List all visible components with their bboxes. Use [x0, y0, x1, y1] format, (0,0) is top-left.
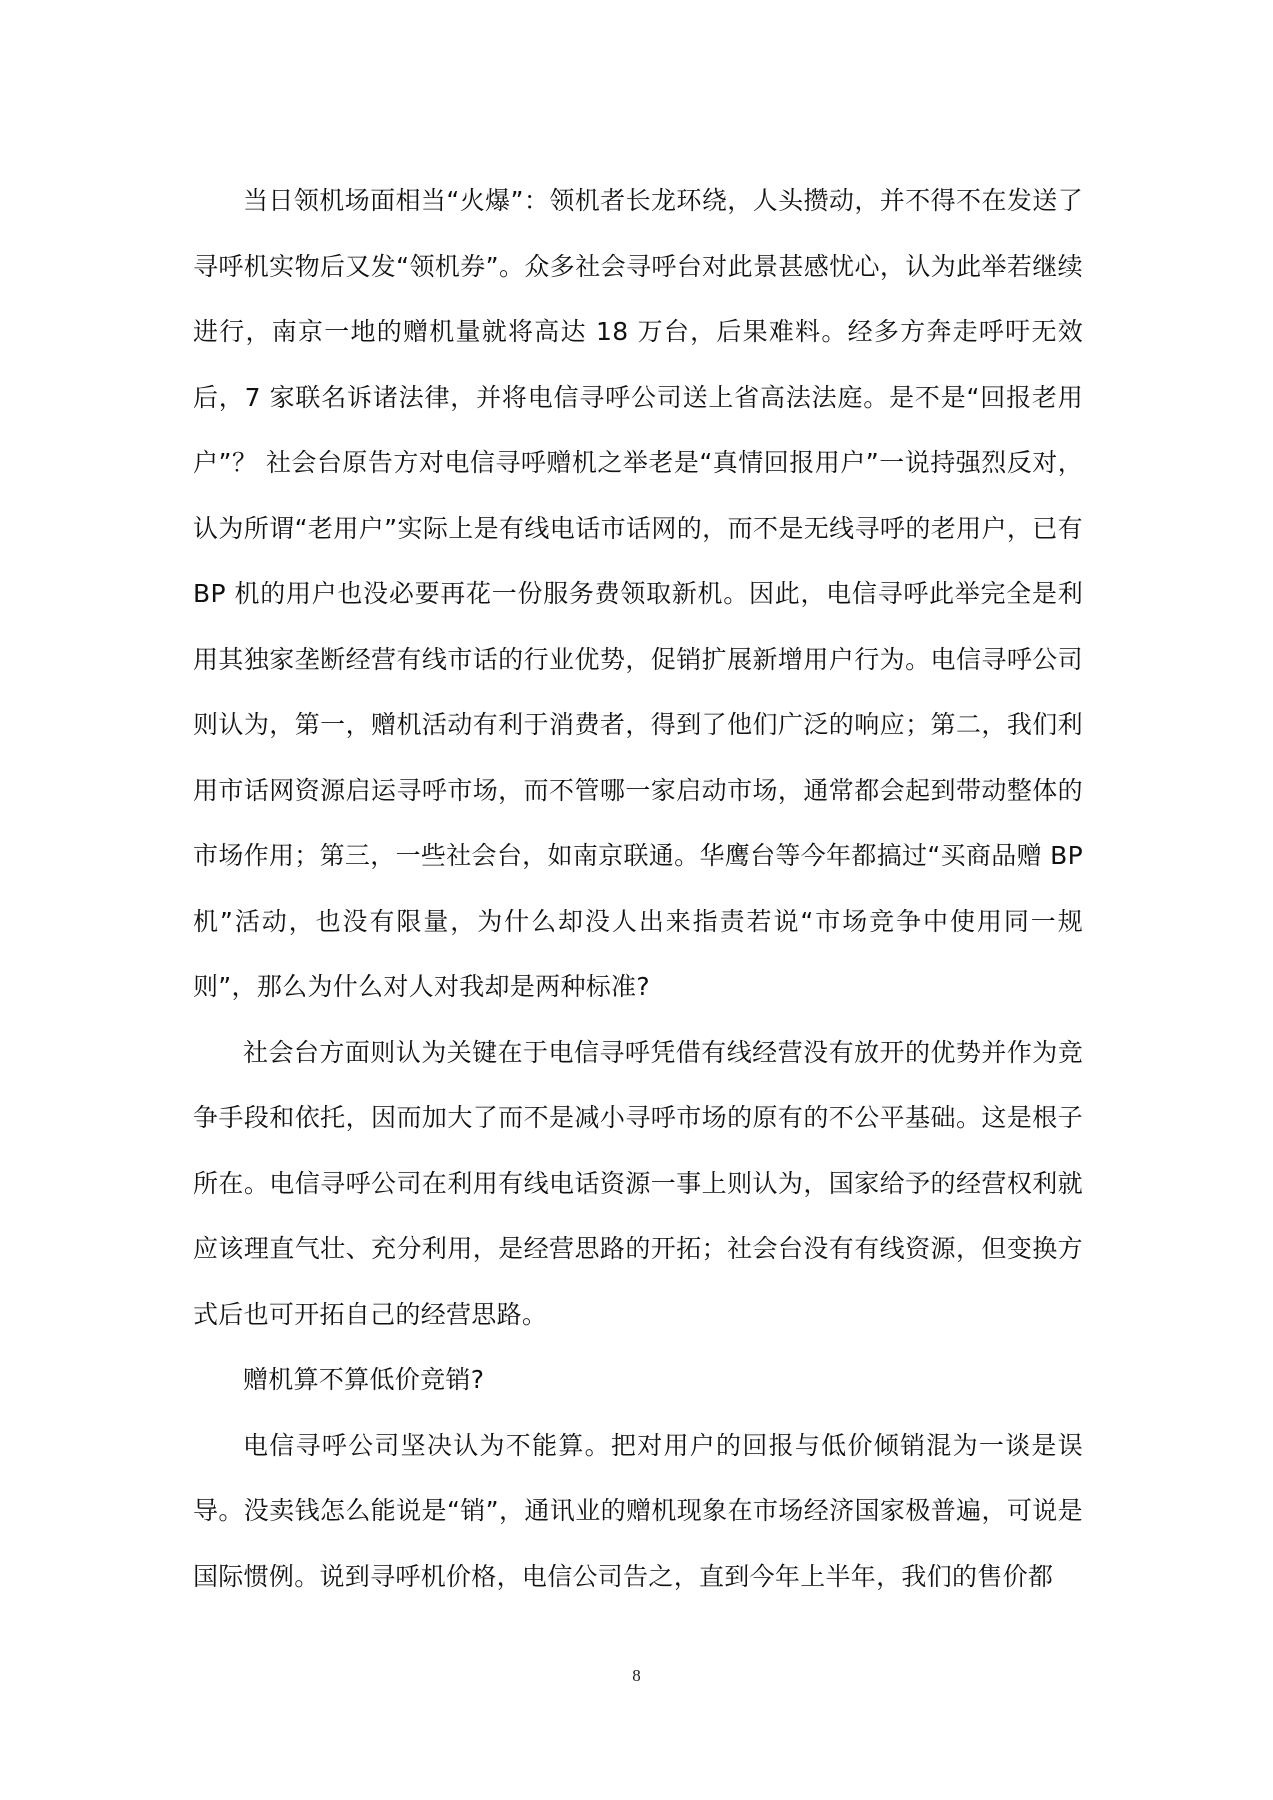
paragraph-1: 当日领机场面相当“火爆”：领机者长龙环绕，人头攒动，并不得不在发送了寻呼机实物后又发“领机券”。众多社会寻呼台对此景甚感忧心，认为此举若继续进行，南京一地的赠机量就将高达 18 万台，后果难料。经多方奔走呼吁无效后，7 家联名诉诸法律，并将电信寻呼公司送上省高法法庭。是不是“回报老用户”？ 社会台原告方对电信寻呼赠机之举老是“真情回报用户”一说持强烈反对，认为所谓“老用户”实际上是有线电话市话网的，而不是无线寻呼的老用户，已有 BP 机的用户也没必要再花一份服务费领取新机。因此，电信寻呼此举完全是利用其独家垄断经营有线市话的行业优势，促销扩展新增用户行为。电信寻呼公司则认为，第一，赠机活动有利于消费者，得到了他们广泛的响应；第二，我们利用市话网资源启运寻呼市场，而不管哪一家启动市场，通常都会起到带动整体的市场作用；第三，一些社会台，如南京联通。华鹰台等今年都搞过“买商品赠 BP 机”活动，也没有限量，为什么却没人出来指责若说“市场竞争中使用同一规则”，那么为什么对人对我却是两种标准? [193, 186, 1083, 1001]
paragraph-3: 赠机算不算低价竞销? [243, 1365, 485, 1394]
paragraph-4: 电信寻呼公司坚决认为不能算。把对用户的回报与低价倾销混为一谈是误导。没卖钱怎么能说是“销”，通讯业的赠机现象在市场经济国家极普遍，可说是国际惯例。说到寻呼机价格，电信公司告之，直到今年上半年，我们的售价都 [193, 1430, 1083, 1591]
paragraph-2: 社会台方面则认为关键在于电信寻呼凭借有线经营没有放开的优势并作为竞争手段和依托，因而加大了而不是减小寻呼市场的原有的不公平基础。这是根子所在。电信寻呼公司在利用有线电话资源一事上则认为，国家给予的经营权利就应该理直气壮、充分利用，是经营思路的开拓；社会台没有有线资源，但变换方式后也可开拓自己的经营思路。 [193, 1037, 1083, 1329]
body-text [193, 168, 1083, 1609]
page-number: 8 [632, 1666, 641, 1685]
